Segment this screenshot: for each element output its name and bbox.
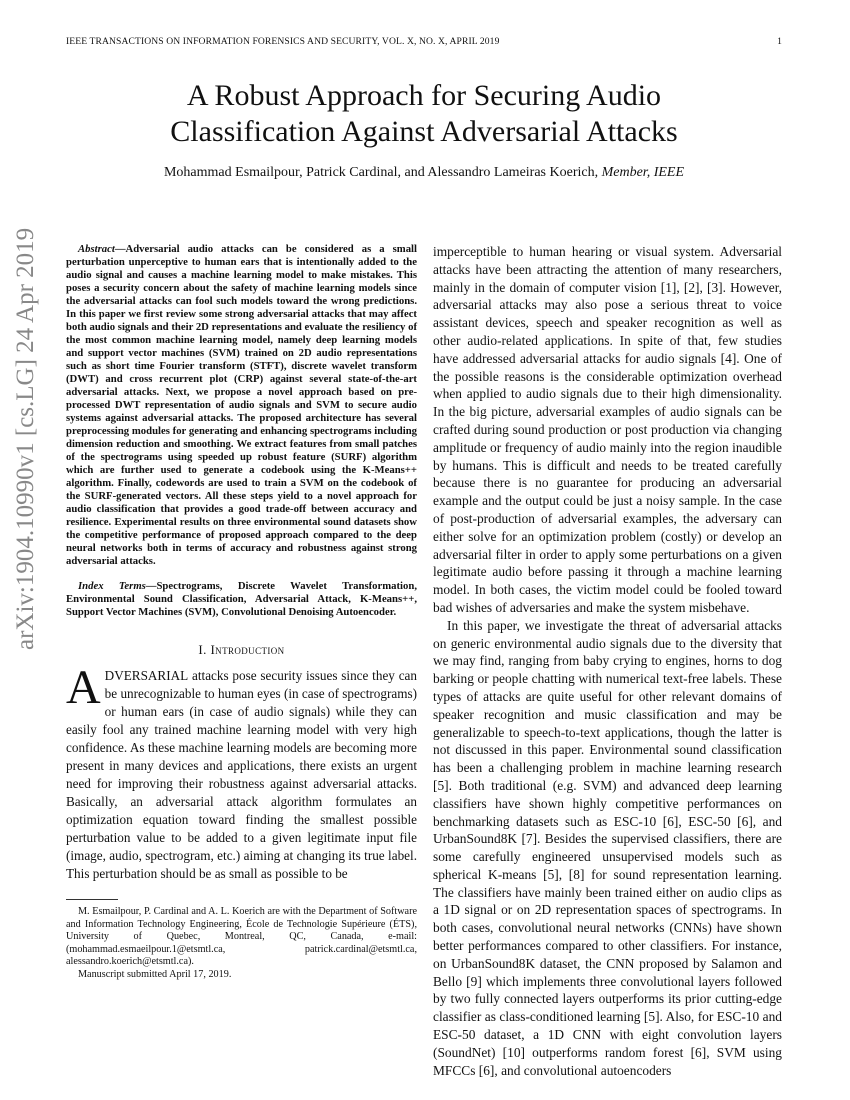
footnote-divider <box>66 899 118 900</box>
intro-text: attacks pose security issues since they can be unrecognizable to human eyes (in case of spectrograms) or human ears (in case of audio signals) while they can easily fool any trained machine learning model with very high confidence. As these machine learning models are becoming more present in many devices and applications, there exists an urgent need for improving their robustness against adversarial attacks. Basically, an adversarial attack algorithm formulates an optimization equation toward finding the smallest possible perturbation value to be added to a given legitimate input file (image, audio, spectrogram, etc.) aiming at changing its true label. This perturbation should be as small as possible to be <box>66 668 417 881</box>
paper-title <box>66 78 782 150</box>
abstract-label: Abstract <box>78 243 115 255</box>
submission-footnote: Manuscript submitted April 17, 2019. <box>78 968 232 980</box>
index-terms-text: —Spectrograms, Discrete Wavelet Transformation, Environmental Sound Classification, Adversarial Attack, K-Means++, Support Vector Machines (SVM), Convolutional Denoising Autoencoder. <box>66 580 417 618</box>
intro-paragraph <box>66 661 417 883</box>
index-terms-label: Index Terms <box>78 580 146 592</box>
affiliation-footnote: M. Esmailpour, P. Cardinal and A. L. Koerich are with the Department of Software and Information Technology Engineering, École de Technologie Supérieure (ÉTS), University of Quebec, Montreal, QC, Canada, e-mail: (mohammad.esmaeilpour.1@etsmtl.ca, patrick.cardinal@etsmtl.ca, alessandro.koerich@etsmtl.ca). <box>66 906 417 968</box>
intro-caps: DVERSARIAL <box>104 668 189 683</box>
title-line-2: Classification Against Adversarial Attacks <box>170 115 678 148</box>
body-paragraph-2: In this paper, we investigate the threat of adversarial attacks on generic environmental audio signals due to the diversity that we may find, ranging from baby crying to engines, horns to dog barking or people chatting with numerical text-free labels. These types of attacks are quite useful for other relevant domains of speaker recognition and music classification and may be generalizable to speech-to-text applications, though the latter is not discussed in this paper. Environmental sound classification has been a challenging problem in machine learning research [5]. Both traditional (e.g. SVM) and advanced deep learning classifiers have shown highly competitive performances on benchmarking datasets such as ESC-10 [6], ESC-50 [6], and UrbanSound8K [7]. Besides the supervised classifiers, there are some carefully engineered unsupervised models such as spherical K-means [5], [8] for sound representation learning. The classifiers have mainly been trained either on audio clips as a 1D signal or on 2D representation spaces of spectrograms. In both cases, convolutional neural networks (CNNs) have shown better performances compared to other classifiers. For instance, on UrbanSound8K dataset, the CNN proposed by Salamon and Bello [9] which implements three convolutional layers followed by two fully connected layers outperforms its prior cutting-edge classifier as class-conditioned learning [5]. Also, for ESC-10 and ESC-50 dataset, a 1D CNN with eight convolution layers (SoundNet) [10] outperforms random forest [6], SVM using MFCCs [6], and convolutional autoencoders <box>433 617 782 1078</box>
body-paragraph-1: imperceptible to human hearing or visual system. Adversarial attacks have been attracting the attention of many researchers, mainly in the domain of computer vision [1], [2], [3]. However, adversarial attacks may also pose a serious threat to voice assistant devices, speech and speaker recognition as well as other audio-related applications. In spite of that, few studies have addressed adversarial attacks for audio signals [4]. One of the possible reasons is the considerable optimization overhead when applied to audio signals due to their high dimensionality. In the big picture, adversarial examples of audio signals can be crafted during sound production or post production via changing amplitude or frequency of audio mainly into the region inaudible by humans. This is difficult and needs to be treated carefully because there is no guarantee for producing an adversarial example and the output could be just a noisy sample. In the case of post-production of adversarial examples, the adversary can either solve for an optimization problem (costly) or develop an adversarial filter in order to apply some perturbations on a given legitimate audio before passing it through a machine learning model. In both cases, the victim model could be fooled toward bad wishes of adversaries and make the system misbehave. <box>433 244 782 615</box>
left-column <box>66 243 417 982</box>
author-membership: Member, IEEE <box>601 165 685 180</box>
section-numeral: I. <box>198 642 211 657</box>
title-line-1: A Robust Approach for Securing Audio <box>186 79 662 112</box>
author-list <box>66 165 782 181</box>
abstract-text: —Adversarial audio attacks can be considered as a small perturbation unperceptive to human ears that is intentionally added to the audio signal and causes a machine learning model to make mistakes. This poses a security concern about the safety of machine learning models since the adversarial attacks can fool such models toward the wrong predictions. In this paper we first review some strong adversarial attacks that may affect both audio signals and their 2D representations and evaluate the resiliency of the most common machine learning model, namely deep learning models and support vector machines (SVM) trained on 2D audio representations such as short time Fourier transform (STFT), discrete wavelet transform (DWT) and cross recurrent plot (CRP) against several state-of-the-art adversarial attacks. Next, we propose a novel approach based on pre-processed DWT representation of audio signals and SVM to secure audio systems against adversarial attacks. The proposed architecture has several preprocessing modules for generating and enhancing spectrograms including dimension reduction and smoothing. We extract features from small patches of the spectrograms using speeded up robust feature (SURF) algorithm which are further used to generate a codebook using the K-Means++ algorithm. Finally, codewords are used to train a SVM on the codebook of the SURF-generated vectors. All these steps yield to a novel approach for audio classification that provides a good trade-off between accuracy and resilience. Experimental results on three environmental sound datasets show the competitive performance of proposed approach compared to the deep neural networks both in terms of accuracy and robustness against strong adversarial attacks. <box>66 243 417 567</box>
right-column <box>433 243 782 1079</box>
running-head <box>66 36 782 47</box>
abstract <box>66 243 417 568</box>
author-names: Mohammad Esmailpour, Patrick Cardinal, and Alessandro Lameiras Koerich, <box>163 165 599 180</box>
page-number: 1 <box>777 36 782 47</box>
index-terms <box>66 580 417 619</box>
drop-cap: A <box>66 661 101 714</box>
section-title: Introduction <box>210 642 285 657</box>
running-head-text: IEEE TRANSACTIONS ON INFORMATION FORENSICS AND SECURITY, VOL. X, NO. X, APRIL 2019 <box>66 36 500 47</box>
arxiv-stamp: arXiv:1904.10990v1 [cs.LG] 24 Apr 2019 <box>12 227 39 650</box>
section-heading <box>66 641 417 659</box>
